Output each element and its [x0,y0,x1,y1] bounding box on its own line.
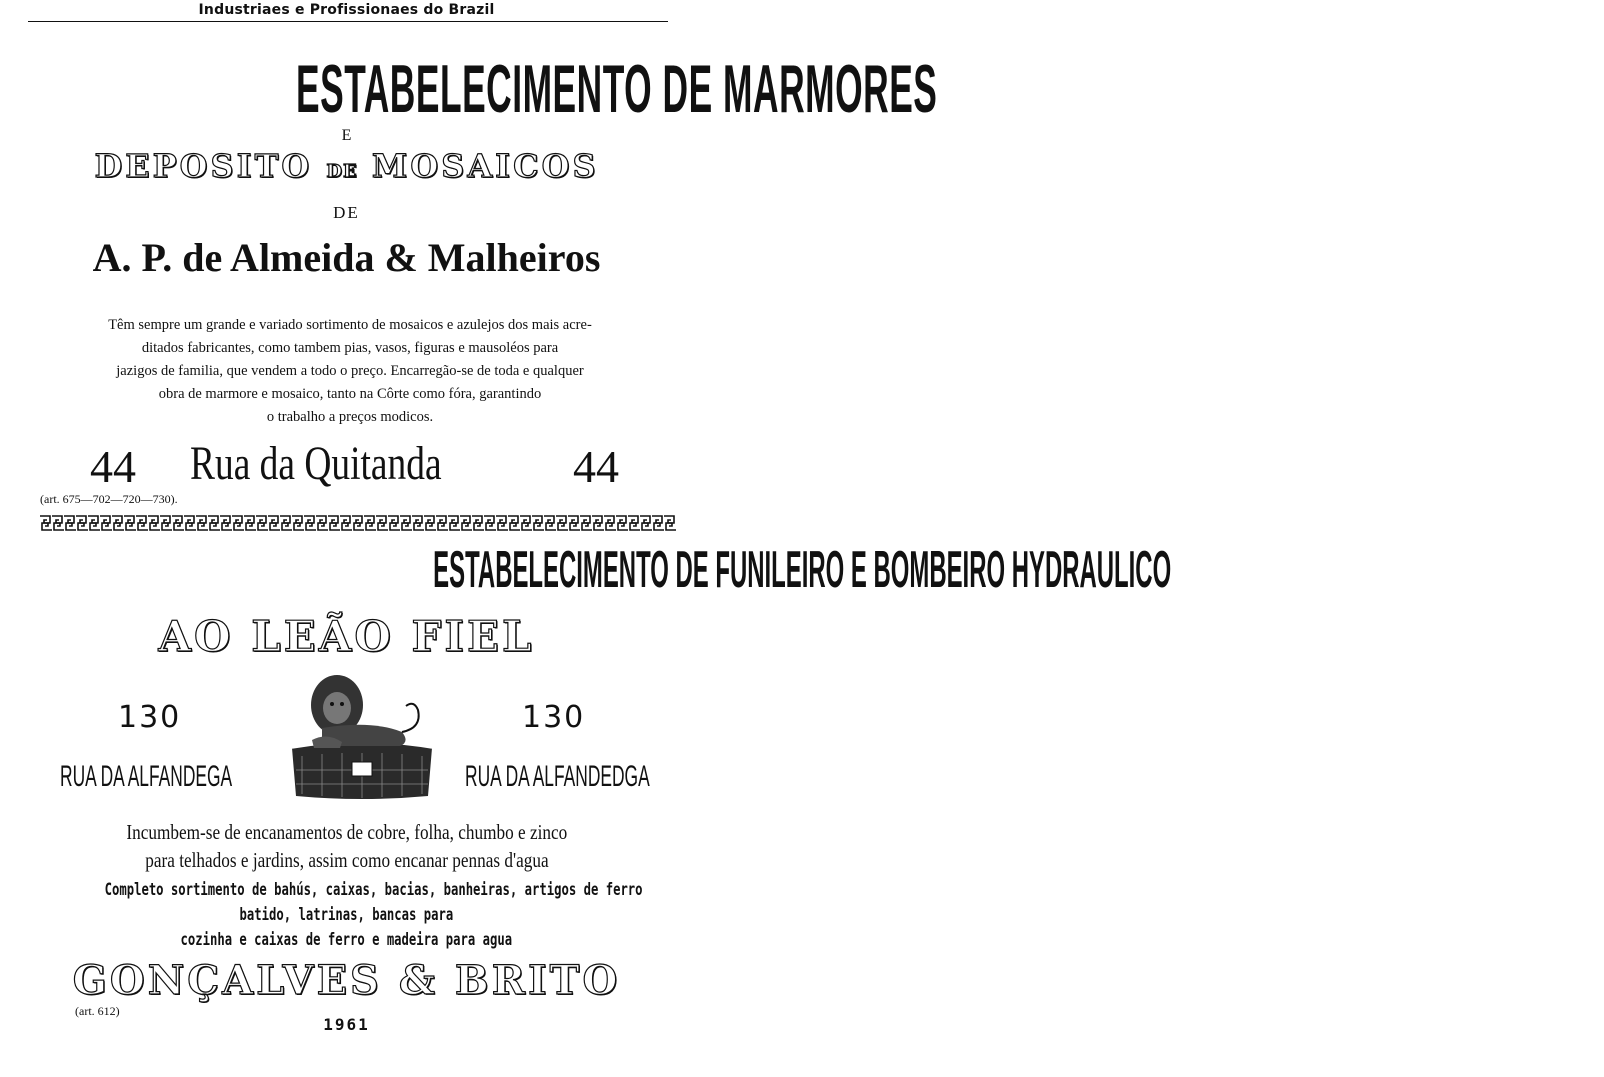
ad1-street: Rua da Quitanda [190,437,442,490]
ad2-body-line: Completo sortimento de bahús, caixas, bacias, banheiras, artigos de ferro [104,880,643,900]
ad1-subtitle [0,147,693,185]
ad1-title: ESTABELECIMENTO DE MARMORES [296,51,938,127]
running-header: Industriaes e Profissionaes do Brazil [198,2,495,18]
ad1-body-line: jazigos de familia, que vendem a todo o preço. Encarregão-se de toda e qualquer [116,363,584,379]
ad1-article-ref: (art. 675—702—720—730). [40,492,178,506]
lion-icon [311,675,419,748]
ad1-number-left: 44 [90,441,136,492]
header-rule [28,21,668,22]
ad1-firm-name: A. P. de Almeida & Malheiros [92,235,601,280]
lion-on-chest-illustration [282,670,442,800]
ad2-street-left: RUA DA ALFANDEGA [60,760,233,793]
ad1-body-line: Têm sempre um grande e variado sortimento de mosaicos e azulejos dos mais acre- [108,317,592,333]
ad2-number-left: 130 [118,700,182,735]
ad1-body-line: ditados fabricantes, como tambem pias, vasos, figuras e mausoléos para [141,340,559,356]
ad1-conjunction: E [341,127,352,144]
ad2-body-line: Incumbem-se de encanamentos de cobre, folha, chumbo e zinco [126,820,567,844]
ad1-subtitle-mosaicos: MOSAICOS [371,147,599,185]
ad2-body-line: batido, latrinas, bancas para [239,905,454,925]
ad1-subtitle-deposito: DEPOSITO [94,147,313,185]
ad1-body-line: o trabalho a preços modicos. [266,409,434,425]
ad1-number-right: 44 [573,441,619,492]
ad2-street-right: RUA DA ALFANDEDGA [465,760,650,793]
ad1-de: DE [333,203,360,222]
ad2-subtitle: AO LEÃO FIEL [158,612,535,661]
ad1-body-line: obra de marmore e mosaico, tanto na Côrte como fóra, garantindo [158,386,542,402]
ad2-article-ref: (art. 612) [75,1004,120,1018]
ad2-body-line: cozinha e caixas de ferro e madeira para agua [180,930,513,950]
ad2-title: ESTABELECIMENTO DE FUNILEIRO E BOMBEIRO HYDRAULICO [433,541,1172,599]
ad2-firm-name: GONÇALVES & BRITO [72,957,621,1004]
greek-key-border [40,514,676,532]
ad1-body [45,314,655,429]
ad1-subtitle-de: DE [326,161,358,182]
ad2-number-right: 130 [522,700,586,735]
page-number: 1961 [323,1015,370,1034]
ad2-body-line: para telhados e jardins, assim como encanar pennas d'agua [144,848,549,872]
chest-icon [292,742,432,799]
